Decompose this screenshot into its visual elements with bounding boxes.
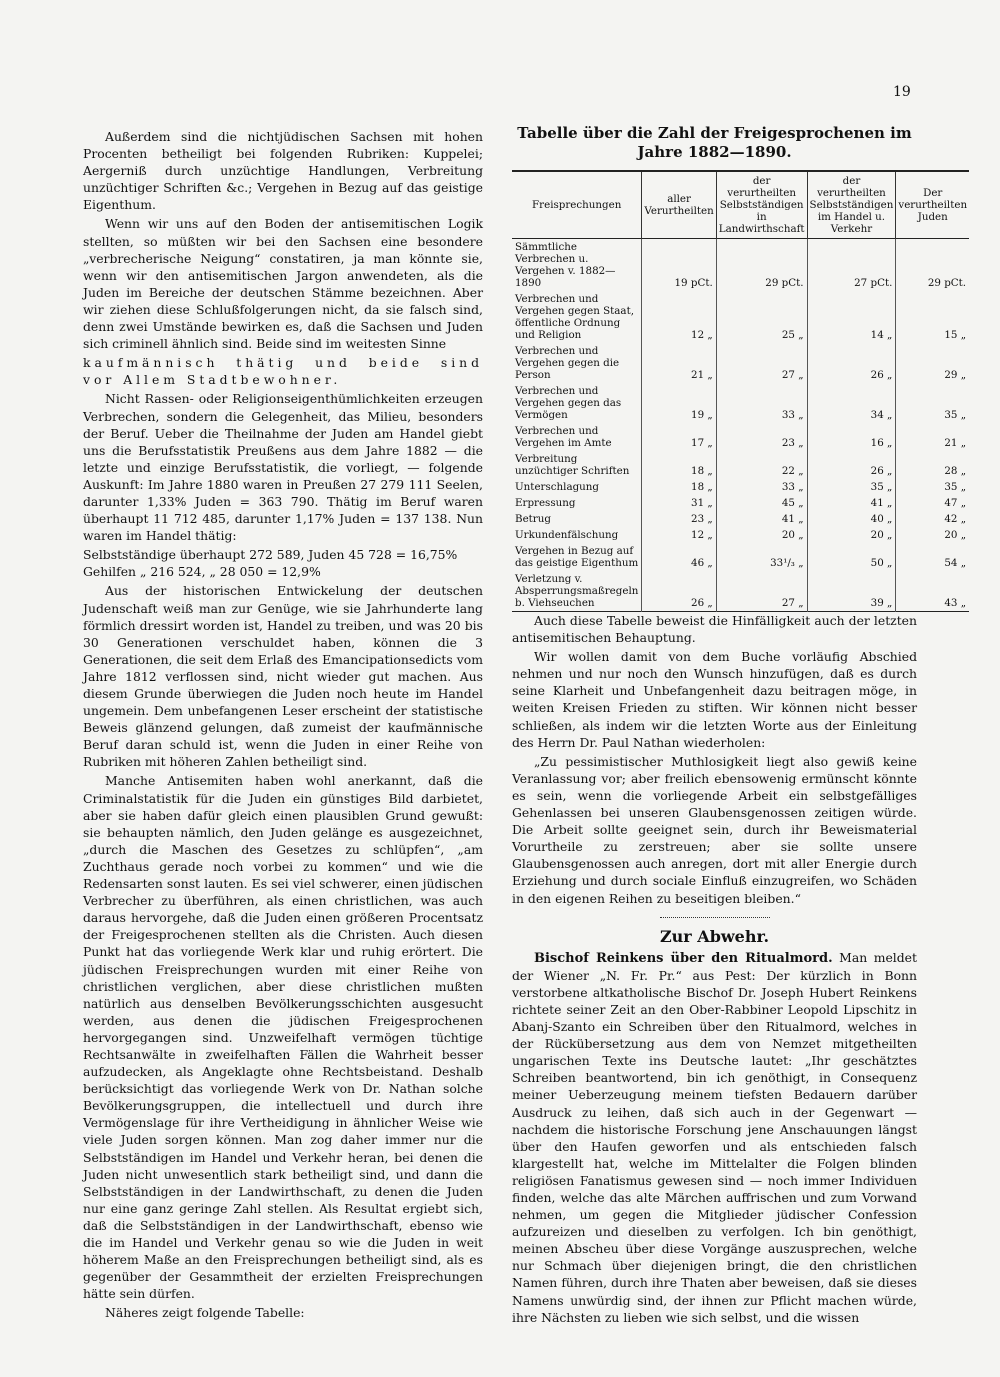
table-cell-value: 31 „ — [642, 495, 716, 511]
paragraph: Aus der historischen Entwickelung der deutschen Judenschaft weiß man zur Genüge, wie sie Jahrhunderte lang förmlich dressirt worden ist, Handel zu treiben, und was 20 bis 30 Generationen verschuldet haben, können die 3 Generationen, die seit dem Erlaß des Emancipationsedicts vom Jahre 1812 verflossen sind, nicht wieder gut machen. Aus diesem Grunde überwiegen die Juden noch heute im Handel ungemein. Dem unbefangenen Leser erscheint der statistische Beweis glänzend gelungen, daß zumeist der kaufmännische Beruf daran schuld ist, wenn die Juden in einer Reihe von Rubriken mit höheren Zahlen betheiligt sind. — [83, 583, 483, 770]
table-cell-value: 25 „ — [716, 291, 807, 343]
table-cell-value: 20 „ — [716, 527, 807, 543]
table-cell-value: 23 „ — [716, 423, 807, 451]
table-cell-category: Urkundenfälschung — [515, 529, 619, 541]
paragraph: Auch diese Tabelle beweist die Hinfälligkeit auch der letzten antisemitischen Behauptung. — [512, 613, 917, 646]
table-cell-value: 35 „ — [896, 383, 969, 423]
table-header: Der verurtheilten Juden — [896, 171, 969, 239]
table-row — [512, 451, 969, 479]
table-cell-category: Verbrechen und Vergehen gegen Staat, öffentliche Ordnung und Religion — [515, 293, 634, 341]
table-cell-value: 19 pCt. — [642, 239, 716, 292]
table-cell-category: Verbrechen und Vergehen gegen die Person — [515, 345, 620, 381]
left-column — [83, 128, 483, 1321]
table-cell-value: 41 „ — [716, 511, 807, 527]
table-cell-category: Vergehen in Bezug auf das geistige Eigenthum — [515, 545, 639, 569]
table-cell-value: 20 „ — [896, 527, 969, 543]
table-cell-value: 17 „ — [642, 423, 716, 451]
table-row — [512, 479, 969, 495]
table-cell-value: 27 „ — [716, 343, 807, 383]
table-cell-value: 39 „ — [807, 571, 896, 612]
table-row — [512, 511, 969, 527]
table-row — [512, 543, 969, 571]
table-cell-value: 40 „ — [807, 511, 896, 527]
table-cell-category: Betrug — [515, 513, 551, 525]
table-cell-value: 21 „ — [642, 343, 716, 383]
table-cell-value: 54 „ — [896, 543, 969, 571]
table-cell-value: 28 „ — [896, 451, 969, 479]
table-cell-value: 21 „ — [896, 423, 969, 451]
paragraph: Außerdem sind die nichtjüdischen Sachsen mit hohen Procenten betheiligt bei folgenden Rubriken: Kuppelei; Aergerniß durch unzüchtige Handlungen, Verbreitung unzüchtiger Schriften &c.; Vergehen in Bezug auf das geistige Eigenthum. — [83, 129, 483, 213]
table-row — [512, 343, 969, 383]
table-cell-category: Verbrechen und Vergehen im Amte — [515, 425, 612, 449]
table-cell-value: 20 „ — [807, 527, 896, 543]
table-header: der verurtheilten Selbstständigen in Landwirthschaft — [716, 171, 807, 239]
table-cell-value: 27 „ — [716, 571, 807, 612]
table-cell-value: 26 „ — [642, 571, 716, 612]
table-cell-value: 16 „ — [807, 423, 896, 451]
right-column — [512, 124, 968, 1326]
table-cell-value: 22 „ — [716, 451, 807, 479]
table-cell-value: 41 „ — [807, 495, 896, 511]
table-cell-value: 35 „ — [896, 479, 969, 495]
table-cell-category: Sämmtliche Verbrechen u. Vergehen v. 1882—1890 — [515, 241, 616, 289]
paragraph: Wenn wir uns auf den Boden der antisemitischen Logik stellten, so müßten wir bei den Sachsen eine besondere „verbrecherische Neigung“ constatiren, ja man könnte sie, wenn wir den antisemitischen Jargon anwendeten, als die Juden im Bereiche der deutschen Stämme bezeichnen. Aber wir ziehen diese Schlußfolgerungen nicht, da sie falsch sind, denn zwei Umstände bewirken es, daß die Sachsen und Juden sich criminell ähnlich sind. Beide sind im weitesten Sinne — [83, 216, 483, 352]
table-cell-value: 43 „ — [896, 571, 969, 612]
paragraph: Näheres zeigt folgende Tabelle: — [105, 1305, 305, 1321]
table-header: aller Verurtheilten — [642, 171, 716, 239]
table-row — [512, 291, 969, 343]
table-cell-value: 45 „ — [716, 495, 807, 511]
table-header-row — [512, 171, 969, 239]
paragraph: Nicht Rassen- oder Religionseigenthümlichkeiten erzeugen Verbrechen, sondern die Gelegenheit, das Milieu, besonders der Beruf. Ueber die Theilnahme der Juden am Handel giebt uns die Berufsstatistik Preußens aus dem Jahre 1882 — die letzte und einzige Berufsstatistik, die vorliegt, — folgende Auskunft: Im Jahre 1880 waren in Preußen 27 279 111 Seelen, darunter 1,33% Juden = 363 790. Thätig im Beruf waren überhaupt 11 712 485, darunter 1,17% Juden = 137 138. Nun waren im Handel thätig: — [83, 391, 483, 544]
table-header: der verurtheilten Selbstständigen im Handel u. Verkehr — [807, 171, 896, 239]
table-cell-value: 23 „ — [642, 511, 716, 527]
section-divider — [660, 917, 770, 918]
paragraph: Wir wollen damit von dem Buche vorläufig Abschied nehmen und nur noch den Wunsch hinzufügen, daß es durch seine Klarheit und Unbefangenheit dazu beitragen möge, in weiten Kreisen Frieden zu stiften. Wir können nicht besser schließen, als indem wir die letzten Worte aus der Einleitung des Herrn Dr. Paul Nathan wiederholen: — [512, 649, 917, 750]
table-cell-value: 26 „ — [807, 343, 896, 383]
table-cell-value: 29 pCt. — [716, 239, 807, 292]
table-row — [512, 239, 969, 292]
table-cell-value: 12 „ — [642, 291, 716, 343]
table-cell-value: 12 „ — [642, 527, 716, 543]
table-cell-value: 27 pCt. — [807, 239, 896, 292]
table-body — [512, 239, 969, 612]
table-cell-value: 19 „ — [642, 383, 716, 423]
quotation: „Zu pessimistischer Muthlosigkeit liegt also gewiß keine Veranlassung vor; aber freilich ebensowenig ermünscht könnte es sein, wenn die vorliegende Arbeit ein selbstgefälliges Gehenlassen bei unseren Glaubensgenossen zeitigen würde. Die Arbeit sollte geeignet sein, durch ihr Beweismaterial Vorurtheile zu zerstreuen; aber sie sollte unsere Glaubensgenossen auch anregen, dort mit aller Energie durch Erziehung und durch sociale Einfluß einzugreifen, wo Schäden in den eigenen Reihen zu beseitigen bleiben.“ — [512, 753, 917, 906]
table-cell-value: 26 „ — [807, 451, 896, 479]
table-cell-category: Verletzung v. Absperrungsmaßregeln b. Viehseuchen — [515, 573, 639, 609]
table-row — [512, 571, 969, 612]
table-cell-value: 47 „ — [896, 495, 969, 511]
table-title: Tabelle über die Zahl der Freigesprochenen im Jahre 1882—1890. — [517, 124, 912, 161]
spaced-emphasis: kaufmännisch thätig und beide sind vor Allem Stadtbewohner. — [83, 355, 483, 388]
table-cell-category: Erpressung — [515, 497, 576, 509]
table-cell-category: Verbrechen und Vergehen gegen das Vermögen — [515, 385, 622, 421]
table-cell-category: Verbreitung unzüchtiger Schriften — [515, 453, 630, 477]
table-cell-value: 18 „ — [642, 479, 716, 495]
table-cell-value: 50 „ — [807, 543, 896, 571]
table-cell-value: 18 „ — [642, 451, 716, 479]
table-cell-value: 15 „ — [896, 291, 969, 343]
table-row — [512, 527, 969, 543]
table-cell-value: 35 „ — [807, 479, 896, 495]
section-heading: Zur Abwehr. — [659, 926, 770, 946]
handel-line: Gehilfen „ 216 524, „ 28 050 = 12,9% — [83, 564, 321, 580]
page-number: 19 — [893, 84, 911, 100]
table-cell-value: 33 „ — [716, 479, 807, 495]
article-title: Bischof Reinkens über den Ritualmord. — [534, 950, 833, 966]
table-cell-value: 34 „ — [807, 383, 896, 423]
handel-line: Selbstständige überhaupt 272 589, Juden 45 728 = 16,75% — [83, 547, 458, 563]
table-cell-value: 29 „ — [896, 343, 969, 383]
table-cell-value: 29 pCt. — [896, 239, 969, 292]
article-text: Man meldet der Wiener „N. Fr. Pr.“ aus Pest: Der kürzlich in Bonn verstorbene altkatholische Bischof Dr. Joseph Hubert Reinkens richtete seiner Zeit an den Ober-Rabbiner Leopold Lipschitz in Abanj-Szanto ein Schreiben über den Ritualmord, welches in der Rückübersetzung aus dem von Nemzet mitgetheilten ungarischen Texte ins Deutsche lautet: „Ihr geschätztes Schreiben beantwortend, bin ich genöthigt, in Consequenz meiner Ueberzeugung meinem tiefsten Bedauern darüber Ausdruck zu leihen, daß sich auch in der Gegenwart — nachdem die historische Forschung jene Anschauungen längst über den Haufen geworfen und als entschieden falsch klargestellt hat, welche im Mittelalter die Folgen blinden religiösen Fanatismus gewesen sind — noch immer Individuen finden, welche das alte Märchen auffrischen und zum Vorwand nehmen, um gegen die Mitglieder jüdischer Confession aufzureizen und dieselben zu verfolgen. Ich bin genöthigt, meinen Abscheu über diese Vorgänge auszusprechen, welche nur Schmach über diejenigen bringt, die den christlichen Namen führen, durch ihre Thaten aber beweisen, daß sie dieses Namens unwürdig sind, der ihnen zur Pflicht machen würde, ihre Nächsten zu lieben wie sich selbst, und die wissen — [512, 949, 917, 1325]
table-header: Freisprechungen — [532, 199, 622, 211]
table-row — [512, 383, 969, 423]
table-row — [512, 495, 969, 511]
acquittal-table — [512, 170, 969, 612]
table-cell-value: 33 „ — [716, 383, 807, 423]
table-row — [512, 423, 969, 451]
paragraph: Manche Antisemiten haben wohl anerkannt, daß die Criminalstatistik für die Juden ein günstiges Bild darbietet, aber sie haben dafür gleich einen plausiblen Grund gewußt: sie behaupten nämlich, den Juden gelänge es ausgezeichnet, „durch die Maschen des Gesetzes zu schlüpfen“, „am Zuchthaus gerade noch vorbei zu kommen“ und wie die Redensarten sonst lauten. Es sei viel schwerer, einen jüdischen Verbrecher zu überführen, als einen christlichen, was auch daraus hervorgehe, daß die Juden einen größeren Procentsatz der Freigesprochenen stellten als die Christen. Auch diesen Punkt hat das vorliegende Werk klar und ruhig erörtert. Die jüdischen Freisprechungen wurden mit einer Reihe von christlichen verglichen, aber diese christlichen mußten natürlich aus denselben Bevölkerungsschichten ausgesucht werden, aus denen die jüdischen Freigesprochenen hervorgegangen sind. Unzweifelhaft vermögen tüchtige Rechtsanwälte in zweifelhaften Fällen die Wahrheit besser aufzudecken, als Angeklagte ohne Rechtsbeistand. Deshalb berücksichtigt das vorliegende Werk von Dr. Nathan solche Bevölkerungsgruppen, die intellectuell und durch ihre Vermögenslage für ihre Vertheidigung in ähnlicher Weise wie viele Juden sorgen können. Man zog daher immer nur die Selbstständigen im Handel und Verkehr heran, bei denen die Juden nicht unwesentlich stark betheiligt sind, und dann die Selbstständigen in der Landwirthschaft, zu denen die Juden nur eine ganz geringe Zahl stellen. Als Resultat ergiebt sich, daß die Selbstständigen in der Landwirthschaft, ebenso wie die im Handel und Verkehr genau so wie die Juden in weit höherem Maße an den Freisprechungen betheiligt sind, als es gegenüber der Gesammtheit der erzielten Freisprechungen hätte sein dürfen. — [83, 773, 483, 1302]
table-cell-category: Unterschlagung — [515, 481, 600, 493]
table-cell-value: 46 „ — [642, 543, 716, 571]
table-cell-value: 14 „ — [807, 291, 896, 343]
table-cell-value: 33¹/₃ „ — [716, 543, 807, 571]
table-cell-value: 42 „ — [896, 511, 969, 527]
article — [512, 949, 917, 1326]
